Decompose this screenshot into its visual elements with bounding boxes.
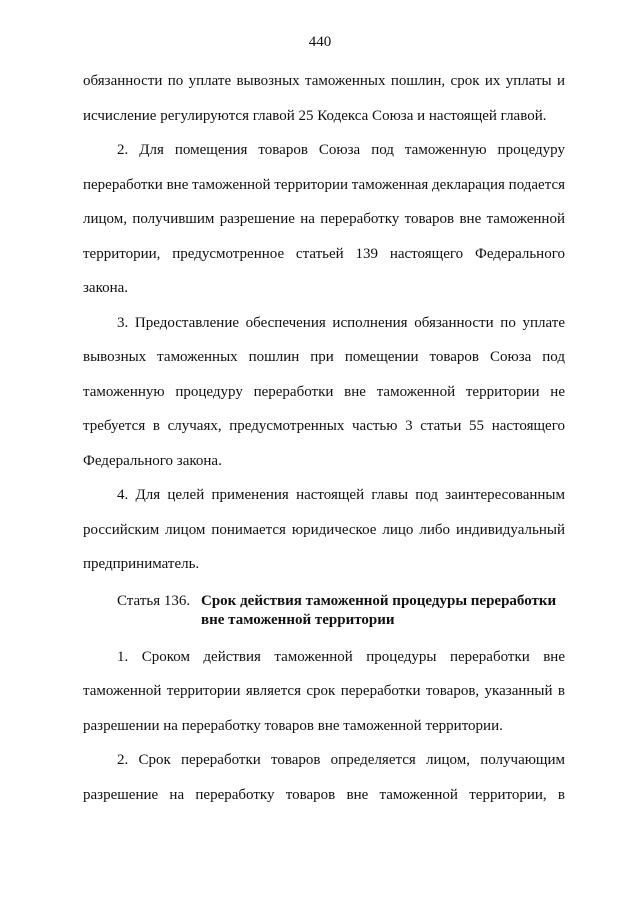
article-paragraph-2: 2. Срок переработки товаров определяется лицом, получающим разрешение на переработку товаров вне таможенной территории, в [83, 752, 565, 803]
page-number: 440 [308, 34, 332, 50]
article-paragraph-1: 1. Сроком действия таможенной процедуры переработки вне таможенной территории является срок переработки товаров, указанный в разрешении на переработку товаров вне таможенной территории. [83, 648, 565, 734]
article-title-line-1: Срок действия таможенной процедуры переработки [201, 592, 557, 609]
paragraph-2: 2. Для помещения товаров Союза под таможенную процедуру переработки вне таможенной территории таможенная декларация подается лицом, получившим разрешение на переработку товаров вне таможенной территории, предусмотренное статьей 139 настоящего Федерального закона. [83, 142, 565, 296]
document-body [83, 64, 565, 812]
article-title [201, 592, 565, 630]
paragraph-continuation: обязанности по уплате вывозных таможенных пошлин, срок их уплаты и исчисление регулируются главой 25 Кодекса Союза и настоящей главой. [83, 73, 565, 124]
paragraph-3: 3. Предоставление обеспечения исполнения обязанности по уплате вывозных таможенных пошлин при помещении товаров Союза под таможенную процедуру переработки вне таможенной территории не требуется в случаях, предусмотренных частью 3 статьи 55 настоящего Федерального закона. [83, 314, 565, 469]
article-title-line-2: вне таможенной территории [201, 611, 395, 628]
article-label: Статья 136. [117, 592, 191, 609]
paragraph-4: 4. Для целей применения настоящей главы под заинтересованным российским лицом понимается юридическое лицо либо индивидуальный предприниматель. [83, 487, 565, 572]
article-heading [83, 592, 565, 630]
